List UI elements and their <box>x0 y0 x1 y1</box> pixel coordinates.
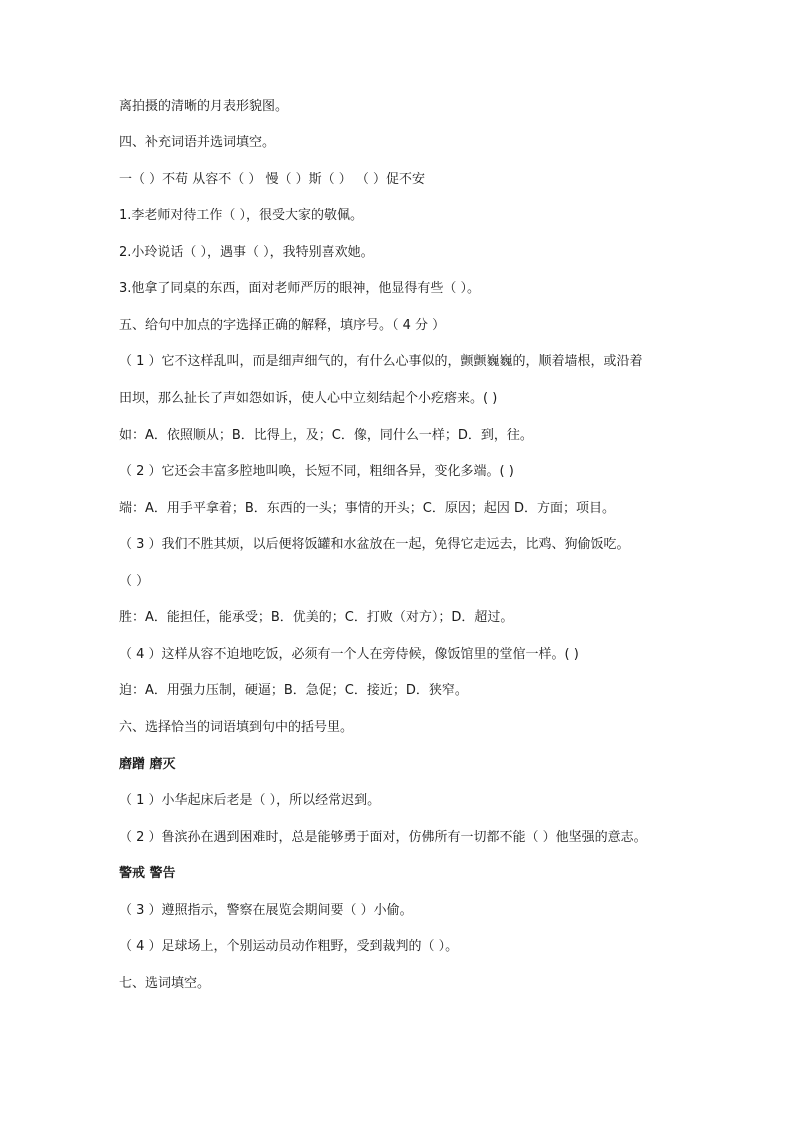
text-line-continuation: 离拍摄的清晰的月表形貌图。 <box>119 99 289 114</box>
question-4-2: 2.小玲说话（ ），遇事（ ），我特别喜欢她。 <box>119 245 374 260</box>
question-6-1: （ 1 ）小华起床后老是（ ），所以经常迟到。 <box>119 793 381 808</box>
question-4-1: 1.李老师对待工作（ ），很受大家的敬佩。 <box>119 208 364 223</box>
question-5-1-options: 如：A．依照顺从；B．比得上，及；C．像，同什么一样；D．到，往。 <box>119 428 533 443</box>
question-4-3: 3.他拿了同桌的东西，面对老师严厉的眼神，他显得有些（ ）。 <box>119 281 481 296</box>
section-heading-7: 七、选词填空。 <box>119 976 211 991</box>
question-5-4-text: （ 4 ）这样从容不迫地吃饭，必须有一个人在旁侍候，像饭馆里的堂倌一样。( ) <box>119 647 579 662</box>
question-5-3-blank: （ ） <box>119 574 150 589</box>
section-heading-4: 四、补充词语并选词填空。 <box>119 135 276 150</box>
question-5-3-text: （ 3 ）我们不胜其烦，以后便将饭罐和水盆放在一起，免得它走远去，比鸡、狗偷饭吃。 <box>119 537 630 552</box>
question-5-1-text: （ 1 ）它不这样乱叫，而是细声细气的，有什么心事似的，颤颤巍巍的，顺着墙根，或沿着 <box>119 354 643 369</box>
word-pair-1: 磨蹭 磨灭 <box>119 757 176 772</box>
question-5-4-options: 迫：A．用强力压制，硬逼；B．急促；C．接近；D．狭窄。 <box>119 683 468 698</box>
section-heading-5: 五、给句中加点的字选择正确的解释，填序号。（ 4 分 ） <box>119 318 446 333</box>
question-5-3-options: 胜：A．能担任，能承受；B．优美的；C．打败（对方）；D．超过。 <box>119 610 514 625</box>
word-pair-2: 警戒 警告 <box>119 866 176 881</box>
word-completion-line: 一（ ）不苟 从容不（ ） 慢（ ）斯（ ） （ ）促不安 <box>119 172 426 187</box>
question-5-2-options: 端：A．用手平拿着；B．东西的一头；事情的开头；C．原因；起因 D．方面；项目。 <box>119 501 616 516</box>
question-6-4: （ 4 ）足球场上，个别运动员动作粗野，受到裁判的（ ）。 <box>119 939 459 954</box>
question-5-1-text-cont: 田坝，那么扯长了声如怨如诉，使人心中立刻结起个小疙瘩来。( ) <box>119 391 498 406</box>
question-6-2: （ 2 ）鲁滨孙在遇到困难时，总是能够勇于面对，仿佛所有一切都不能（ ）他坚强的意志。 <box>119 830 647 845</box>
section-heading-6: 六、选择恰当的词语填到句中的括号里。 <box>119 720 354 735</box>
question-6-3: （ 3 ）遵照指示，警察在展览会期间要（ ）小偷。 <box>119 903 413 918</box>
question-5-2-text: （ 2 ）它还会丰富多腔地叫唤，长短不同，粗细各异，变化多端。( ) <box>119 464 514 479</box>
